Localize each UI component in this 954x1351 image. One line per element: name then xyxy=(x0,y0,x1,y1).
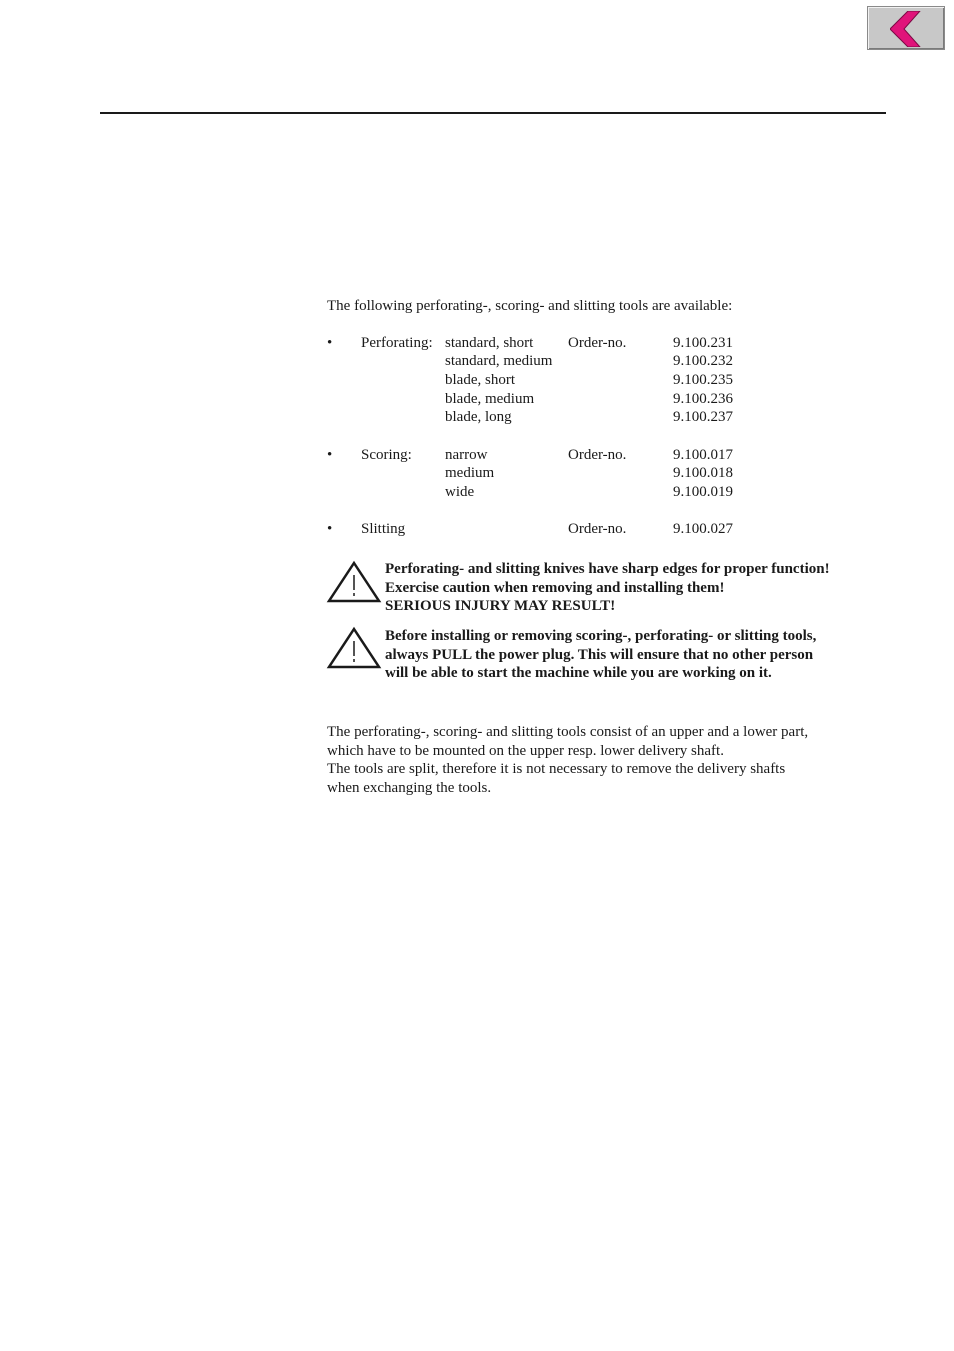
warning-line: Perforating- and slitting knives have sharp edges for proper function! xyxy=(385,561,830,577)
bullet: • xyxy=(327,335,333,351)
tool-description: standard, medium xyxy=(445,353,553,369)
back-button[interactable] xyxy=(867,6,945,50)
tool-row xyxy=(327,520,827,538)
tool-description: blade, short xyxy=(445,372,515,388)
order-label: Order-no. xyxy=(568,447,627,463)
tool-description: blade, medium xyxy=(445,391,535,407)
order-number: 9.100.236 xyxy=(673,391,733,407)
order-number: 9.100.018 xyxy=(673,465,733,481)
bullet: • xyxy=(327,521,333,537)
warning-line: Exercise caution when removing and installing them! xyxy=(385,579,725,596)
chevron-left-icon xyxy=(890,11,924,47)
warning-triangle-icon xyxy=(326,626,382,670)
intro-text: The following perforating-, scoring- and slitting tools are available: xyxy=(327,298,733,314)
warning-line: will be able to start the machine while you are working on it. xyxy=(385,665,772,681)
order-number: 9.100.027 xyxy=(673,521,733,537)
description-paragraph xyxy=(327,723,808,797)
paragraph-line: The perforating-, scoring- and slitting tools consist of an upper and a lower part, xyxy=(327,724,809,740)
order-number: 9.100.235 xyxy=(673,372,733,388)
tool-row xyxy=(327,446,827,464)
tool-row xyxy=(327,352,827,370)
tool-category: Scoring: xyxy=(361,447,412,463)
tool-description: wide xyxy=(445,484,475,500)
warning-message xyxy=(385,627,816,683)
order-label: Order-no. xyxy=(568,335,627,351)
order-number: 9.100.019 xyxy=(673,484,733,500)
tool-description: narrow xyxy=(445,447,488,463)
tool-row xyxy=(327,464,827,482)
tool-description: blade, long xyxy=(445,409,512,425)
warning-message xyxy=(385,560,830,616)
tool-category: Slitting xyxy=(361,521,406,537)
tool-description: standard, short xyxy=(445,335,534,351)
tool-row xyxy=(327,483,827,501)
warning-triangle-icon xyxy=(326,560,382,604)
paragraph-line: when exchanging the tools. xyxy=(327,779,492,796)
header-rule xyxy=(100,112,886,114)
tool-row xyxy=(327,334,827,352)
warning-line: Before installing or removing scoring-, perforating- or slitting tools, xyxy=(385,628,817,644)
tool-row xyxy=(327,371,827,389)
tool-description: medium xyxy=(445,465,495,481)
order-label: Order-no. xyxy=(568,521,627,537)
order-number: 9.100.237 xyxy=(673,409,733,425)
tool-row xyxy=(327,390,827,408)
paragraph-line: The tools are split, therefore it is not necessary to remove the delivery shafts xyxy=(327,761,786,777)
warning-line: always PULL the power plug. This will ensure that no other person xyxy=(385,646,814,663)
warning-line: SERIOUS INJURY MAY RESULT! xyxy=(385,598,616,614)
bullet: • xyxy=(327,447,333,463)
order-number: 9.100.231 xyxy=(673,335,733,351)
order-number: 9.100.017 xyxy=(673,447,733,463)
tool-category: Perforating: xyxy=(361,335,433,351)
tool-row xyxy=(327,408,827,426)
order-number: 9.100.232 xyxy=(673,353,733,369)
paragraph-line: which have to be mounted on the upper resp. lower delivery shaft. xyxy=(327,742,724,759)
